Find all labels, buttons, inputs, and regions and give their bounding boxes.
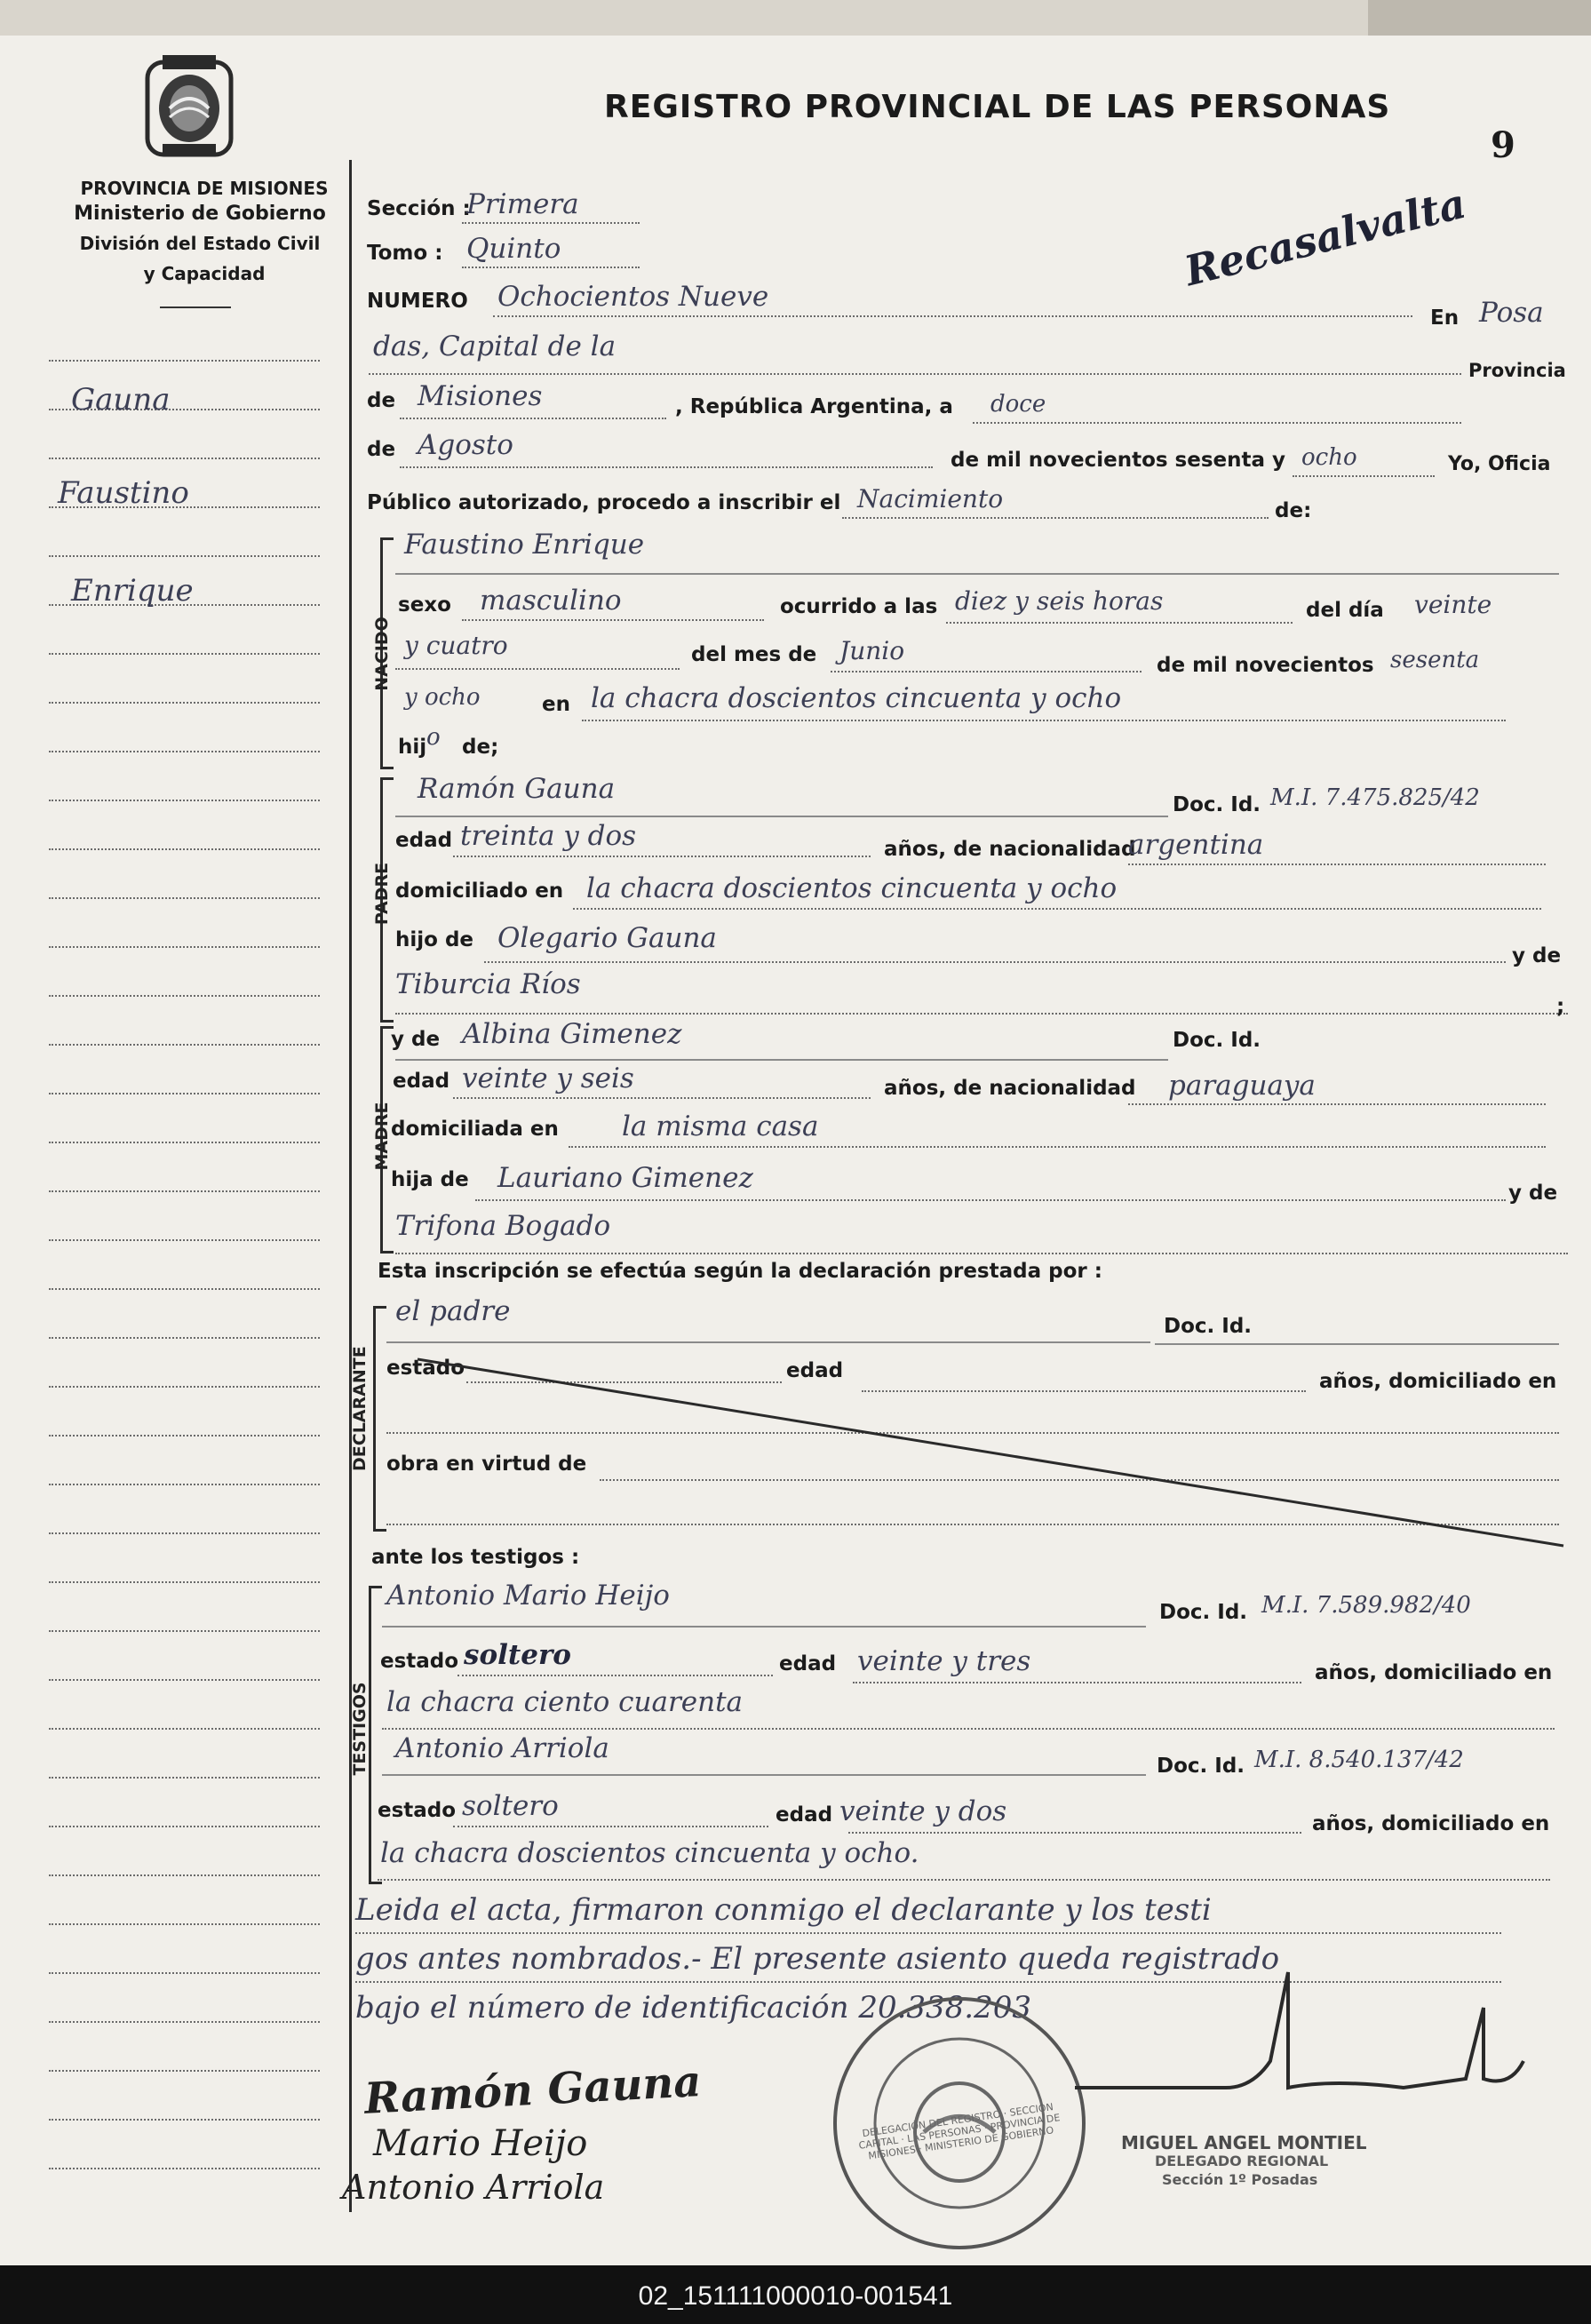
padre-edad-value: treinta y dos bbox=[460, 820, 637, 852]
madre-dom-label: domiciliada en bbox=[391, 1118, 559, 1141]
padre-dom-label: domiciliado en bbox=[395, 879, 564, 903]
padre-nombre: Ramón Gauna bbox=[418, 773, 616, 805]
margin-rule bbox=[49, 1044, 320, 1046]
margin-surname: Gauna bbox=[71, 382, 171, 418]
anio-value: ocho bbox=[1301, 444, 1357, 471]
dia-value-2: y cuatro bbox=[404, 631, 508, 660]
margin-rule bbox=[49, 751, 320, 752]
hij-label: hij bbox=[398, 736, 427, 759]
yo-label: Yo, Oficia bbox=[1448, 453, 1551, 475]
margin-rule bbox=[49, 702, 320, 704]
org-line-3: División del Estado Civil bbox=[79, 233, 321, 254]
padre-dom-value: la chacra doscientos cincuenta y ocho bbox=[586, 872, 1118, 904]
margin-rule bbox=[49, 1826, 320, 1827]
officer-title: DELEGADO REGIONAL bbox=[1155, 2153, 1329, 2169]
margin-rule bbox=[49, 1239, 320, 1241]
testigo2-estado-label: estado bbox=[378, 1799, 457, 1822]
padre-section-label: PADRE bbox=[372, 862, 392, 926]
margin-rule bbox=[49, 1874, 320, 1876]
margin-rule bbox=[49, 946, 320, 948]
madre-section-label: MADRE bbox=[372, 1102, 392, 1171]
delmes-label: del mes de bbox=[691, 643, 817, 666]
seccion-label: Sección : bbox=[367, 197, 471, 220]
signature-witness-2: Antonio Arriola bbox=[342, 2168, 605, 2207]
margin-rule bbox=[49, 800, 320, 801]
madre-nac-value: paraguaya bbox=[1168, 1070, 1316, 1102]
margin-rule bbox=[49, 458, 320, 459]
anio-value-1: sesenta bbox=[1390, 647, 1480, 673]
sexo-label: sexo bbox=[398, 593, 451, 617]
margin-rule bbox=[49, 1923, 320, 1925]
en-label: En bbox=[1430, 306, 1460, 330]
padre-hijo-label: hijo de bbox=[395, 928, 474, 951]
dia-value: doce bbox=[990, 391, 1046, 418]
padre-semicolon: ; bbox=[1556, 995, 1565, 1018]
stamp-text: DELEGACIÓN DEL REGISTRO · SECCIÓN CAPITAL · LAS PERSONAS · PROVINCIA DE MISIONES · MINISTERIO DE GOBIERNO bbox=[857, 2101, 1062, 2162]
anio-value-2: y ocho bbox=[404, 684, 481, 711]
closing-line-3: bajo el número de identificación 20.338.203 bbox=[355, 1990, 1031, 2026]
nacido-nombre: Faustino Enrique bbox=[404, 529, 645, 561]
declarante-edad-label: edad bbox=[786, 1359, 844, 1382]
org-underline bbox=[160, 306, 231, 308]
margin-rule bbox=[49, 1288, 320, 1290]
testigo1-anios-label: años, domiciliado en bbox=[1315, 1661, 1553, 1684]
closing-line-1: Leida el acta, firmaron conmigo el declarante y los testi bbox=[355, 1892, 1212, 1928]
footer-filename: 02_151111000010-001541 bbox=[638, 2281, 953, 2311]
de-value: Misiones bbox=[418, 380, 543, 412]
margin-name-2: Enrique bbox=[71, 573, 194, 609]
madre-yde-label: y de bbox=[391, 1028, 441, 1051]
line-dos-value: das, Capital de la bbox=[373, 330, 617, 362]
declarante-estado-label: estado bbox=[386, 1357, 465, 1380]
tomo-value: Quinto bbox=[466, 233, 561, 265]
nac-milnov-label: de mil novecientos bbox=[1157, 654, 1374, 677]
margin-rule bbox=[49, 848, 320, 850]
margin-rule bbox=[49, 995, 320, 997]
margin-rule bbox=[49, 1630, 320, 1632]
padre-nac-value: argentina bbox=[1128, 829, 1264, 861]
declarante-section-label: DECLARANTE bbox=[350, 1346, 370, 1471]
page-number: 9 bbox=[1491, 124, 1515, 166]
margin-rule bbox=[49, 1386, 320, 1388]
margin-rule bbox=[49, 2119, 320, 2121]
testigo2-estado-value: soltero bbox=[462, 1790, 559, 1822]
officer-name: MIGUEL ANGEL MONTIEL bbox=[1121, 2132, 1367, 2153]
declarante-anios-label: años, domiciliado en bbox=[1319, 1370, 1557, 1393]
margin-rule bbox=[49, 897, 320, 899]
madre-dom-value: la misma casa bbox=[622, 1110, 819, 1142]
madre-hija-label: hija de bbox=[391, 1168, 469, 1191]
testigo2-edad-value: veinte y dos bbox=[839, 1795, 1007, 1827]
testigo1-doc-label: Doc. Id. bbox=[1159, 1601, 1248, 1624]
testigo1-estado-value: soltero bbox=[464, 1639, 571, 1671]
testigo1-dom-value: la chacra ciento cuarenta bbox=[386, 1686, 744, 1718]
margin-rule bbox=[49, 1142, 320, 1143]
margin-rule bbox=[49, 1777, 320, 1779]
testigo2-doc-label: Doc. Id. bbox=[1157, 1755, 1245, 1778]
madre-edad-label: edad bbox=[393, 1070, 450, 1093]
madre-nac-label: años, de nacionalidad bbox=[884, 1077, 1136, 1100]
declarante-obra-label: obra en virtud de bbox=[386, 1452, 587, 1476]
testigo2-anios-label: años, domiciliado en bbox=[1312, 1812, 1550, 1835]
hij-value: o bbox=[426, 724, 441, 751]
republica-label: , República Argentina, a bbox=[675, 395, 953, 418]
margin-name-1: Faustino bbox=[58, 475, 189, 511]
lugar-value: la chacra doscientos cincuenta y ocho bbox=[591, 682, 1122, 714]
page-title: REGISTRO PROVINCIAL DE LAS PERSONAS bbox=[604, 89, 1391, 125]
ocurrido-label: ocurrido a las bbox=[780, 595, 938, 618]
org-line-4: y Capacidad bbox=[143, 263, 266, 284]
de-colon-label: de: bbox=[1275, 499, 1312, 522]
nacido-section-label: NACIDO bbox=[372, 617, 392, 691]
numero-value: Ochocientos Nueve bbox=[497, 281, 769, 313]
padre-padre-value: Olegario Gauna bbox=[497, 922, 717, 954]
margin-rule bbox=[49, 1435, 320, 1437]
margin-rule bbox=[49, 1093, 320, 1094]
org-line-2: Ministerio de Gobierno bbox=[74, 203, 326, 225]
scan-edge bbox=[0, 0, 1591, 36]
madre-edad-value: veinte y seis bbox=[462, 1063, 634, 1094]
testigo1-doc-value: M.I. 7.589.982/40 bbox=[1261, 1592, 1471, 1619]
declarante-strike-line bbox=[418, 1350, 1572, 1555]
closing-line-2: gos antes nombrados.- El presente asiento queda registrado bbox=[355, 1941, 1280, 1977]
org-line-1: PROVINCIA DE MISIONES bbox=[80, 178, 329, 199]
padre-nac-label: años, de nacionalidad bbox=[884, 838, 1136, 861]
hij-de-label: de; bbox=[462, 736, 499, 759]
dia-value-1: veinte bbox=[1414, 590, 1492, 619]
signature-witness-1: Mario Heijo bbox=[373, 2123, 588, 2164]
numero-label: NUMERO bbox=[367, 290, 468, 313]
de2-label: de bbox=[367, 438, 396, 461]
margin-rule bbox=[49, 2021, 320, 2023]
declarante-nombre: el padre bbox=[395, 1295, 511, 1327]
margin-rule bbox=[49, 1728, 320, 1730]
margin-rule bbox=[49, 653, 320, 655]
testigos-section-label: TESTIGOS bbox=[350, 1682, 370, 1776]
de-label: de bbox=[367, 389, 396, 412]
testigo2-nombre: Antonio Arriola bbox=[395, 1732, 609, 1764]
margin-rule bbox=[49, 2070, 320, 2072]
margin-divider bbox=[349, 160, 352, 2212]
mes-value: Agosto bbox=[418, 429, 513, 461]
officer-signature-scrawl bbox=[1066, 1954, 1528, 2132]
officer-signature-top: Recasalvalta bbox=[1180, 179, 1471, 296]
margin-rule bbox=[49, 1337, 320, 1339]
coat-of-arms-icon bbox=[140, 53, 238, 164]
officer-section: Sección 1º Posadas bbox=[1162, 2171, 1318, 2188]
margin-rule bbox=[49, 1972, 320, 1974]
testigo1-edad-value: veinte y tres bbox=[857, 1645, 1031, 1677]
declarante-bracket bbox=[373, 1306, 386, 1532]
margin-rule bbox=[49, 1679, 320, 1681]
sexo-value: masculino bbox=[480, 585, 622, 617]
testigo1-estado-label: estado bbox=[380, 1650, 459, 1673]
padre-doc-label: Doc. Id. bbox=[1173, 793, 1261, 816]
margin-rule bbox=[49, 1581, 320, 1583]
padre-yde-label: y de bbox=[1512, 944, 1562, 967]
padre-edad-label: edad bbox=[395, 829, 453, 852]
scan-edge-right bbox=[1368, 0, 1591, 36]
declarante-doc-label: Doc. Id. bbox=[1164, 1315, 1253, 1338]
testigos-intro: ante los testigos : bbox=[371, 1546, 580, 1569]
testigo2-dom-value: la chacra doscientos cincuenta y ocho. bbox=[380, 1837, 919, 1869]
provincia-label: Provincia bbox=[1468, 360, 1566, 381]
madre-padre-value: Lauriano Gimenez bbox=[497, 1162, 753, 1194]
hora-value: diez y seis horas bbox=[955, 586, 1164, 616]
milnov-label: de mil novecientos sesenta y bbox=[951, 449, 1286, 472]
margin-rule bbox=[49, 555, 320, 557]
nacido-en-label: en bbox=[542, 693, 570, 716]
madre-madre-value: Trifona Bogado bbox=[395, 1210, 611, 1242]
declarante-intro: Esta inscripción se efectúa según la declaración prestada por : bbox=[378, 1260, 1102, 1283]
seccion-value: Primera bbox=[466, 188, 579, 220]
tomo-label: Tomo : bbox=[367, 242, 443, 265]
margin-rule bbox=[49, 1484, 320, 1485]
padre-doc-value: M.I. 7.475.825/42 bbox=[1270, 784, 1480, 811]
margin-rule bbox=[49, 1532, 320, 1534]
margin-rule bbox=[49, 360, 320, 362]
acto-value: Nacimiento bbox=[857, 484, 1004, 513]
margin-rule bbox=[49, 1190, 320, 1192]
publico-label: Público autorizado, procedo a inscribir el bbox=[367, 491, 841, 514]
testigo1-edad-label: edad bbox=[779, 1652, 837, 1675]
mes-value: Junio bbox=[839, 636, 905, 665]
testigo2-edad-label: edad bbox=[776, 1803, 833, 1827]
deldia-label: del día bbox=[1306, 599, 1384, 622]
en-value: Posa bbox=[1479, 297, 1544, 329]
madre-doc-label: Doc. Id. bbox=[1173, 1029, 1261, 1052]
testigo2-doc-value: M.I. 8.540.137/42 bbox=[1254, 1747, 1464, 1773]
madre-nombre: Albina Gimenez bbox=[462, 1018, 682, 1050]
padre-madre-value: Tiburcia Ríos bbox=[395, 968, 581, 1000]
testigo1-nombre: Antonio Mario Heijo bbox=[386, 1580, 670, 1612]
madre-yde2-label: y de bbox=[1508, 1182, 1558, 1205]
margin-rule bbox=[49, 2168, 320, 2169]
signature-father: Ramón Gauna bbox=[362, 2057, 703, 2124]
